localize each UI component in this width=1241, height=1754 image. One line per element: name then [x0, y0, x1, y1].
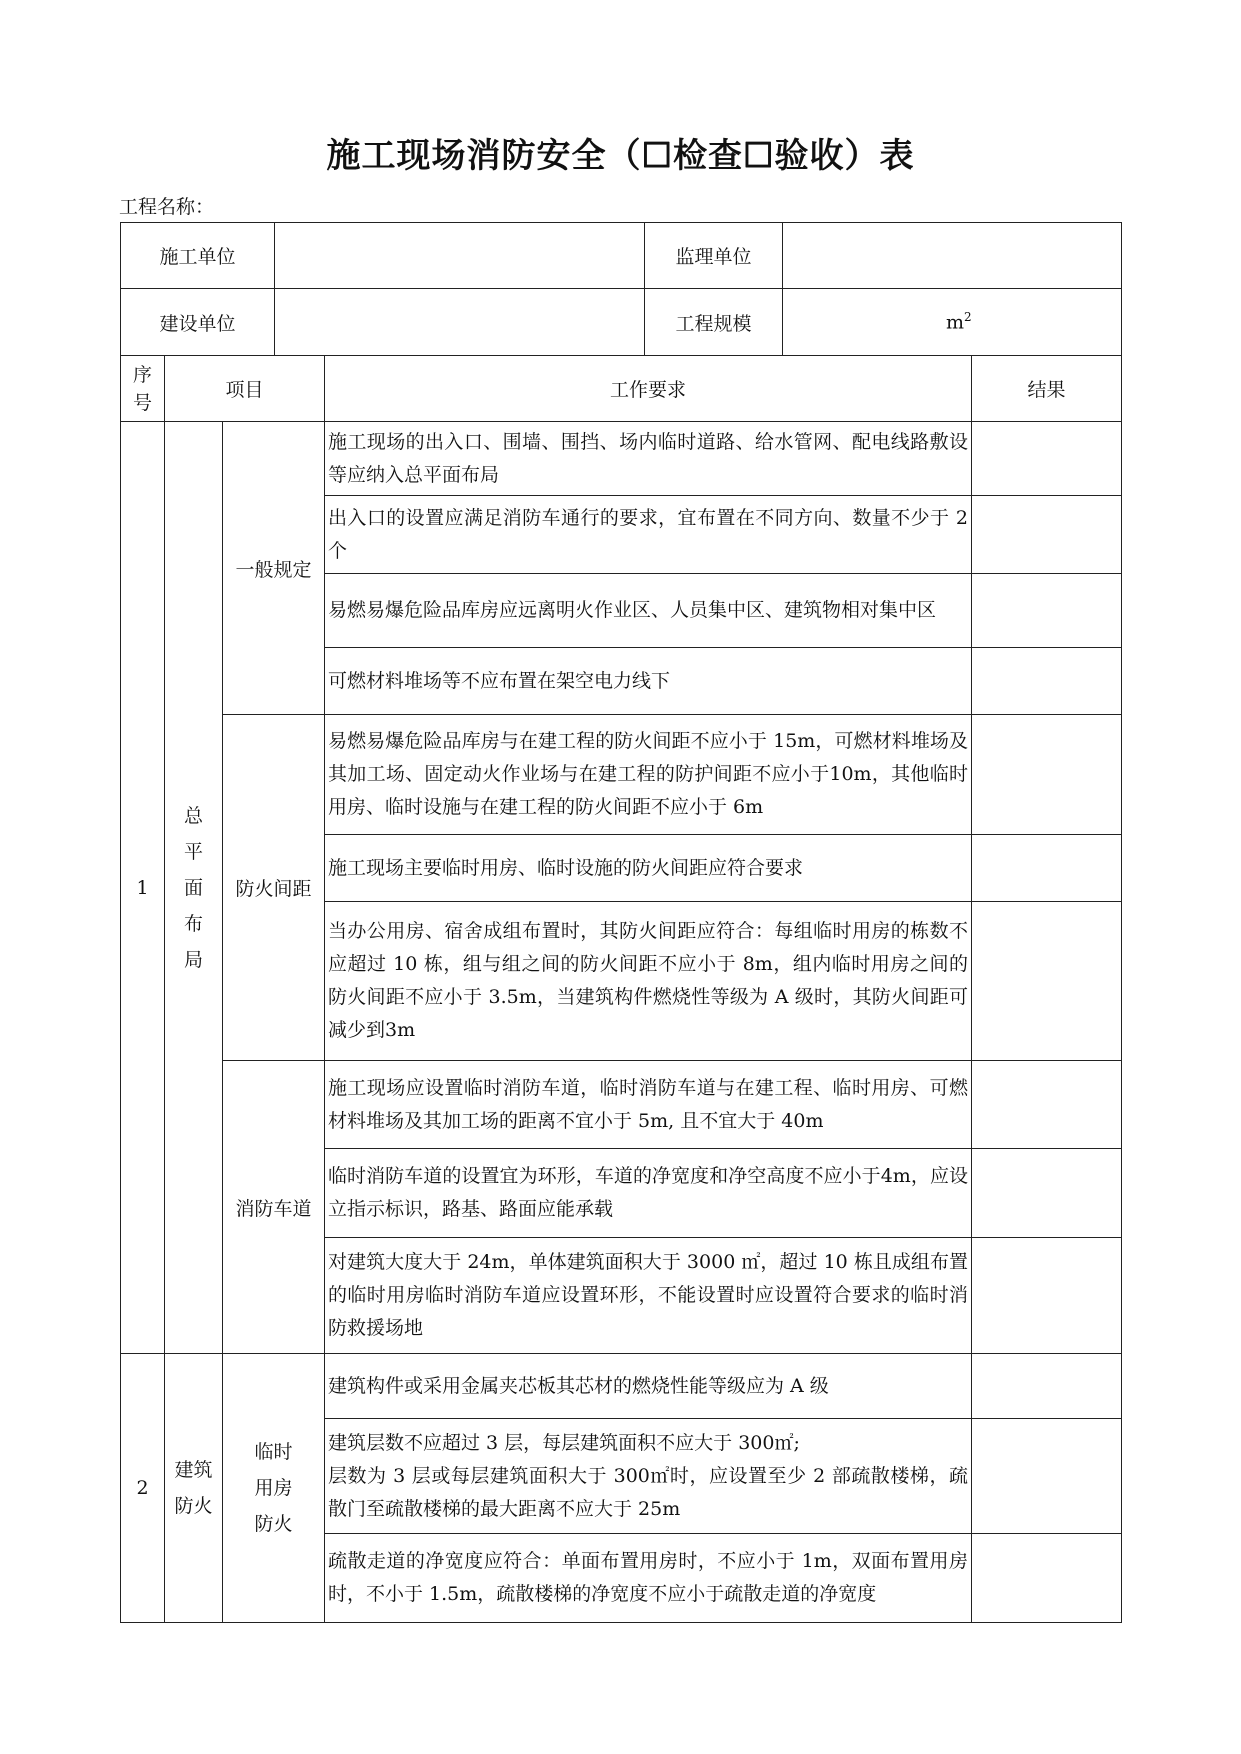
result-cell[interactable]	[972, 574, 1122, 648]
column-header-item: 项目	[165, 356, 325, 422]
section-seq: 2	[121, 1354, 165, 1623]
section-category: 总平面布局	[165, 422, 223, 1354]
column-header-result: 结果	[972, 356, 1122, 422]
checklist-table	[120, 355, 1122, 1623]
requirement-cell: 施工现场的出入口、围墙、围挡、场内临时道路、给水管网、配电线路敷设等应纳入总平面布局	[325, 422, 972, 496]
requirement-cell: 易燃易爆危险品库房应远离明火作业区、人员集中区、建筑物相对集中区	[325, 574, 972, 648]
requirement-cell: 对建筑大度大于 24m，单体建筑面积大于 3000 ㎡，超过 10 栋且成组布置的临时用房临时消防车道应设置环形，不能设置时应设置符合要求的临时消防救援场地	[325, 1238, 972, 1354]
group-name: 临时用房防火	[223, 1354, 325, 1623]
result-cell[interactable]	[972, 902, 1122, 1061]
requirement-cell: 出入口的设置应满足消防车通行的要求，宜布置在不同方向、数量不少于 2 个	[325, 496, 972, 574]
construction-unit-field[interactable]	[275, 223, 645, 289]
requirement-cell: 可燃材料堆场等不应布置在架空电力线下	[325, 648, 972, 715]
supervision-unit-field[interactable]	[783, 223, 1122, 289]
requirement-cell: 当办公用房、宿舍成组布置时，其防火间距应符合：每组临时用房的栋数不应超过 10 栋，组与组之间的防火间距不应小于 8m，组内临时用房之间的防火间距不应小于 3.5m，当建筑构件燃烧性等级为 A 级时，其防火间距可减少到3m	[325, 902, 972, 1061]
result-cell[interactable]	[972, 715, 1122, 835]
owner-unit-field[interactable]	[275, 289, 645, 356]
result-cell[interactable]	[972, 1354, 1122, 1419]
result-cell[interactable]	[972, 1149, 1122, 1238]
section-category: 建筑防火	[165, 1354, 223, 1623]
page-title: 施工现场消防安全（☐检查☐验收）表	[326, 136, 915, 176]
group-name: 一般规定	[223, 422, 325, 715]
group-name: 防火间距	[223, 715, 325, 1061]
result-cell[interactable]	[972, 1238, 1122, 1354]
scale-label: 工程规模	[645, 289, 783, 356]
group-name: 消防车道	[223, 1061, 325, 1354]
owner-unit-label: 建设单位	[121, 289, 275, 356]
column-header-seq: 序号	[121, 356, 165, 422]
requirement-cell: 疏散走道的净宽度应符合：单面布置用房时，不应小于 1m，双面布置用房时，不小于 1.5m，疏散楼梯的净宽度不应小于疏散走道的净宽度	[325, 1534, 972, 1623]
info-table	[120, 222, 1122, 356]
requirement-cell: 施工现场主要临时用房、临时设施的防火间距应符合要求	[325, 835, 972, 902]
section-seq: 1	[121, 422, 165, 1354]
result-cell[interactable]	[972, 648, 1122, 715]
requirement-cell: 建筑构件或采用金属夹芯板其芯材的燃烧性能等级应为 A 级	[325, 1354, 972, 1419]
requirement-cell: 易燃易爆危险品库房与在建工程的防火间距不应小于 15m，可燃材料堆场及其加工场、固定动火作业场与在建工程的防护间距不应小于10m，其他临时用房、临时设施与在建工程的防火间距不应小于 6m	[325, 715, 972, 835]
result-cell[interactable]	[972, 496, 1122, 574]
result-cell[interactable]	[972, 1061, 1122, 1149]
result-cell[interactable]	[972, 422, 1122, 496]
result-cell[interactable]	[972, 1419, 1122, 1534]
supervision-unit-label: 监理单位	[645, 223, 783, 289]
column-header-requirement: 工作要求	[325, 356, 972, 422]
requirement-cell: 建筑层数不应超过 3 层，每层建筑面积不应大于 300㎡; 层数为 3 层或每层建筑面积大于 300㎡时，应设置至少 2 部疏散楼梯，疏散门至疏散楼梯的最大距离不应大于 25m	[325, 1419, 972, 1534]
construction-unit-label: 施工单位	[121, 223, 275, 289]
result-cell[interactable]	[972, 835, 1122, 902]
scale-unit: $m^2$	[946, 310, 972, 334]
result-cell[interactable]	[972, 1534, 1122, 1623]
requirement-cell: 施工现场应设置临时消防车道，临时消防车道与在建工程、临时用房、可燃材料堆场及其加工场的距离不宜小于 5m, 且不宜大于 40m	[325, 1061, 972, 1149]
project-name-label: 工程名称：	[119, 196, 215, 218]
requirement-cell: 临时消防车道的设置宜为环形，车道的净宽度和净空高度不应小于4m，应设立指示标识，路基、路面应能承载	[325, 1149, 972, 1238]
